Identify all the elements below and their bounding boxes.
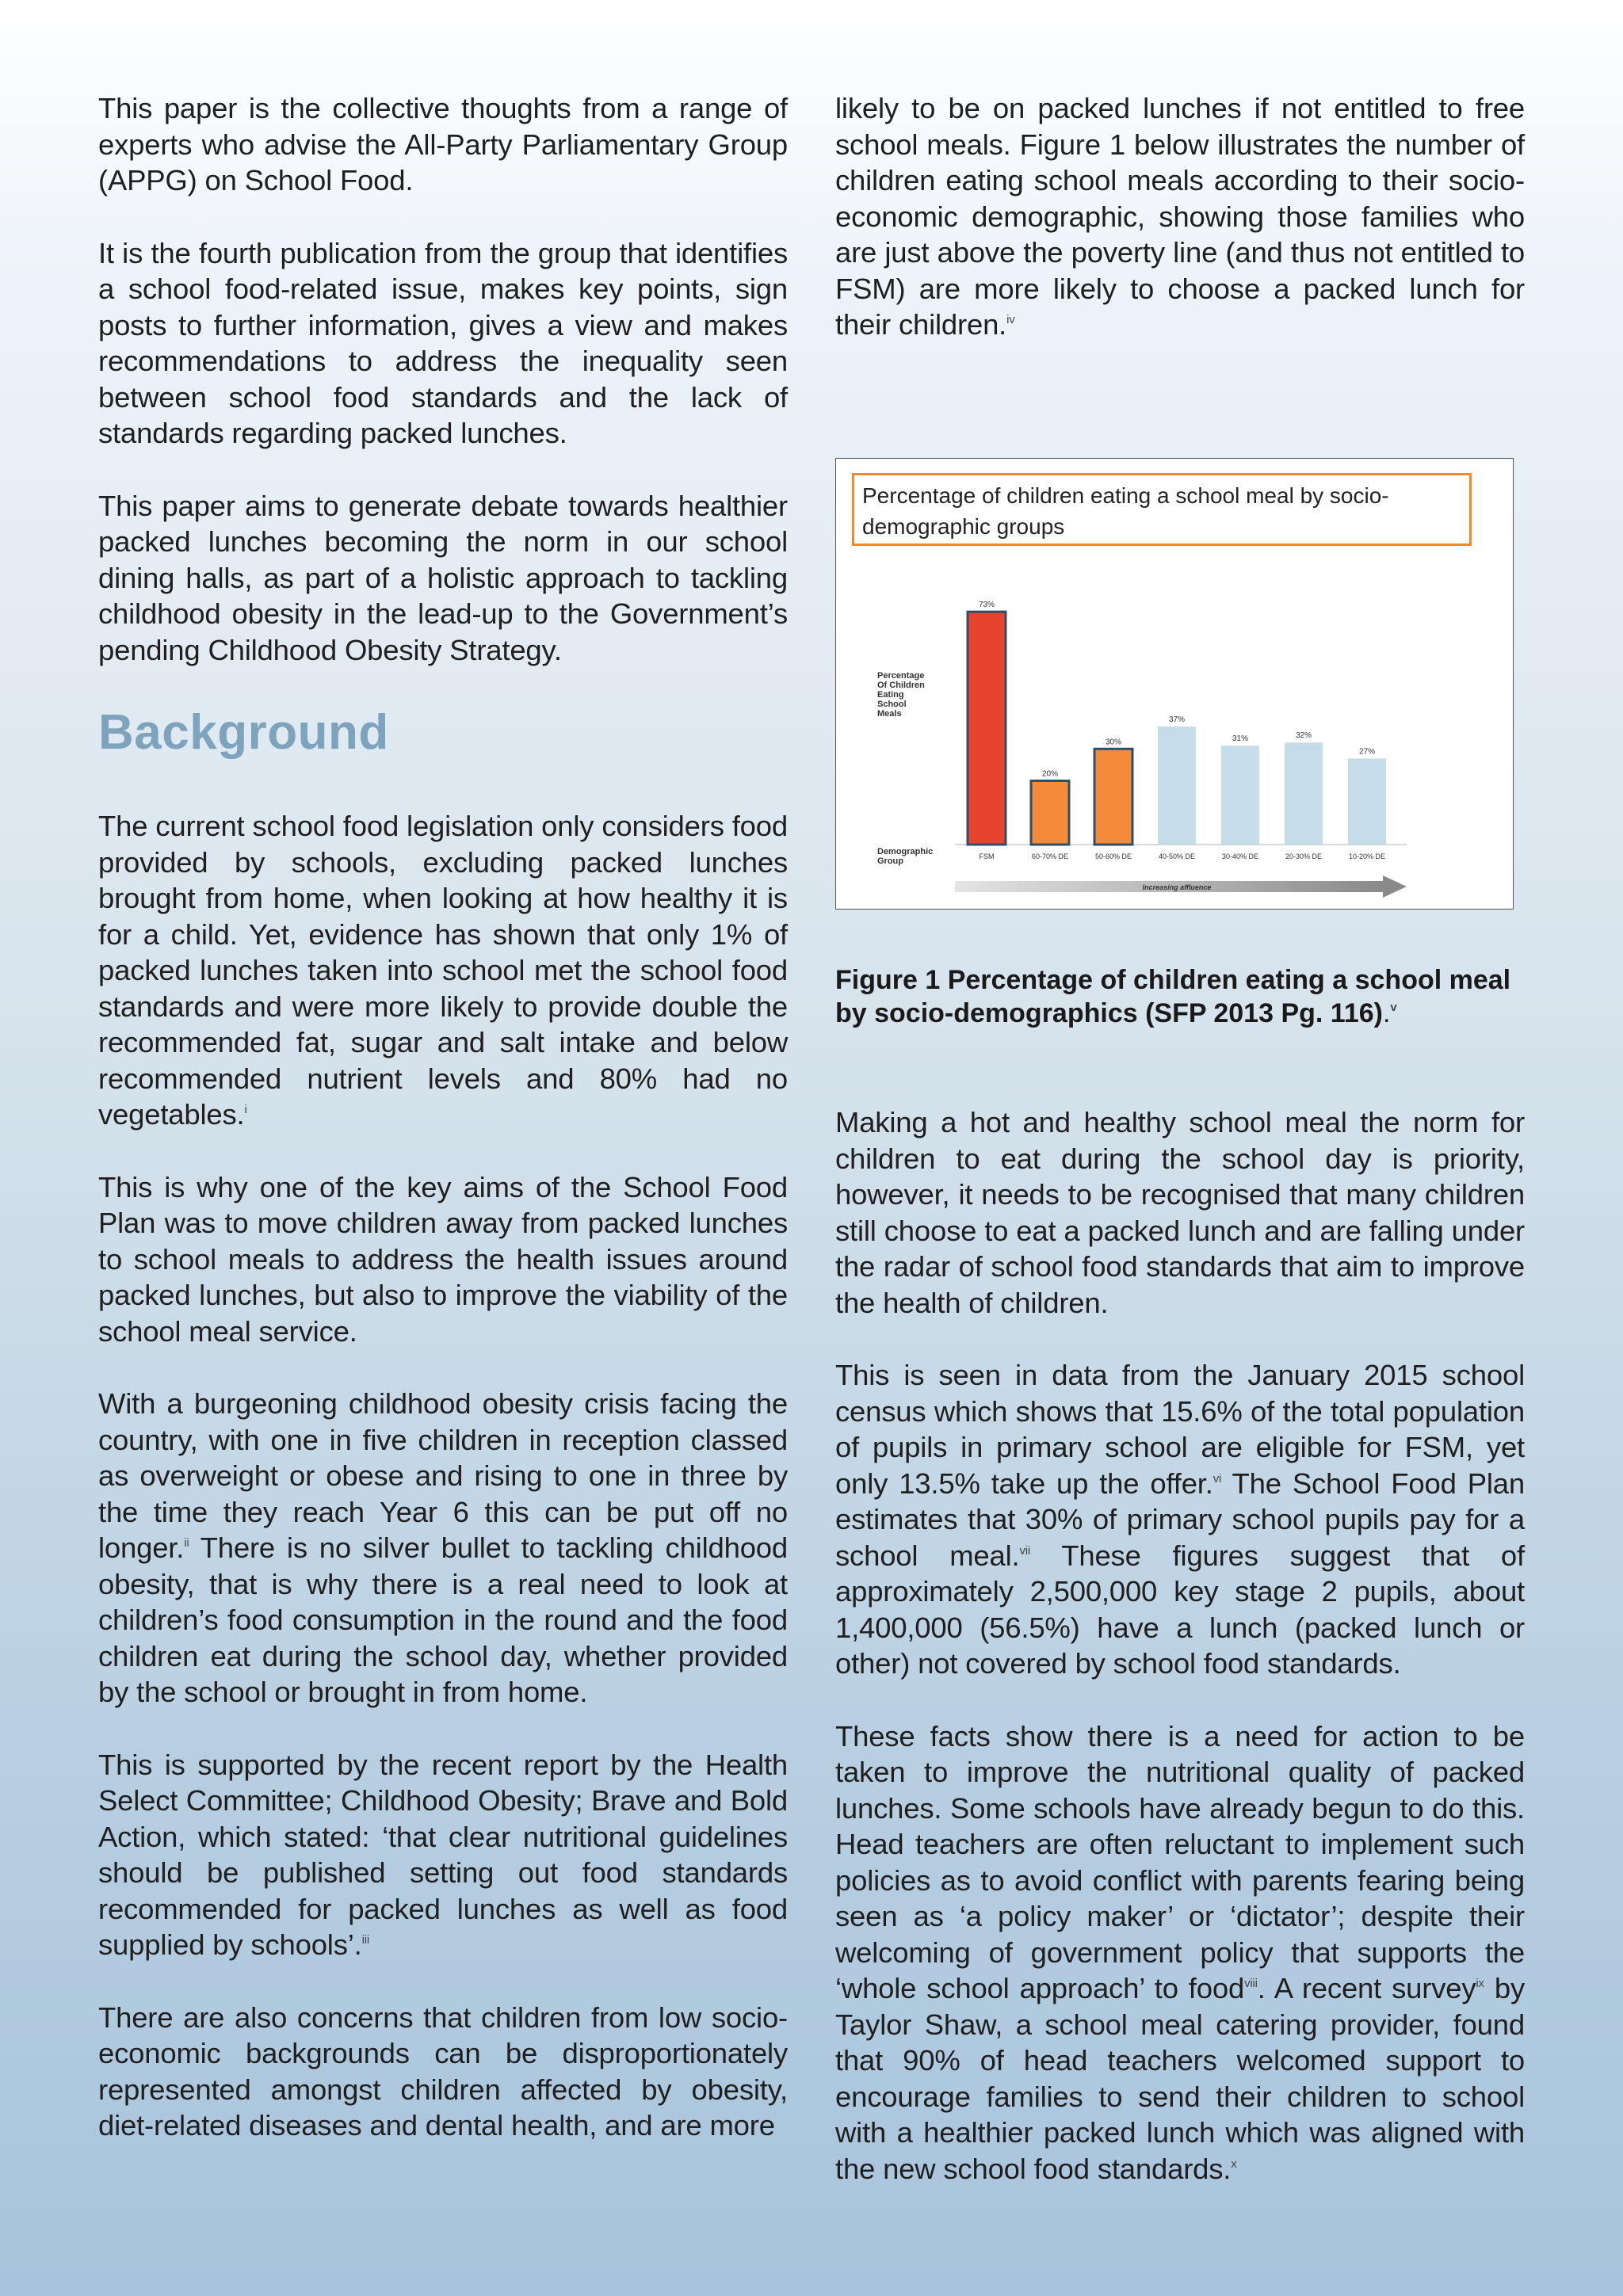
bar-value-label: 30% [1105, 738, 1122, 747]
figure-1-chart [835, 458, 1514, 910]
intro-paragraph-2: It is the fourth publication from the group that identifies a school food-related issue, makes key points, sign posts to further information, gives a view and makes recommendations to address the inequality seen between school food standards and the lack of standards regarding packed lunches. [98, 236, 788, 449]
footnote-ref: viii [1244, 1977, 1258, 1990]
footnote-ref: vii [1019, 1543, 1031, 1558]
footnote-ref: ix [1476, 1977, 1484, 1990]
x-tick-label: FSM [979, 852, 995, 860]
bars-group [968, 601, 1386, 860]
footnote-ref: vi [1212, 1471, 1222, 1486]
bar-10-20-de [1348, 758, 1386, 845]
bar-value-label: 37% [1168, 715, 1186, 725]
y-axis-label: Percentage Of Children Eating School Meals [877, 671, 925, 719]
bar-value-label: 31% [1232, 734, 1249, 744]
x-tick-label: 50-60% DE [1094, 852, 1132, 860]
arrow-label: Increasing affluence [1142, 883, 1212, 891]
footnote-ref: ii [184, 1536, 189, 1550]
figure-caption [835, 963, 1525, 1030]
intro-paragraph-3: This paper aims to generate debate towards healthier packed lunches becoming the norm in our school dining halls, as part of a holistic approach to tackling childhood obesity in the lead-up to the Government’s pending Childhood Obesity Strategy. [98, 489, 788, 666]
background-paragraph-5: There are also concerns that children from low socio-economic backgrounds can be disproportionately represented amongst children affected by obesity, diet-related diseases and dental health, and are more [98, 2000, 788, 2142]
bar-60-70-de [1031, 781, 1069, 845]
background-heading: Background [98, 705, 389, 760]
right-column-bottom [835, 1104, 1525, 2223]
right-paragraph-3-text-c: These figures suggest that of approximately 2,500,000 key stage 2 pupils, about 1,400,000 (56.5%) have a lunch (packed lunch or other) not covered by school food standards. [835, 1539, 1525, 1680]
x-tick-label: 30-40% DE [1221, 852, 1259, 860]
bar-value-label: 27% [1358, 747, 1376, 757]
right-column-top [835, 90, 1525, 379]
intro-paragraph-1: This paper is the collective thoughts from a range of experts who advise the All-Party Parliamentary Group (APPG) on School Food. [98, 92, 788, 196]
chart-title: Percentage of children eating a school meal by socio-demographic groups [852, 473, 1472, 546]
bar-value-label: 73% [978, 601, 995, 610]
background-paragraph-3-text-b: There is no silver bullet to tackling childhood obesity, that is why there is a real need to look at children’s food consumption in the round and the food children eat during the school day, whether provided by the school or brought in from home. [98, 1531, 788, 1708]
x-tick-label: 40-50% DE [1158, 852, 1196, 860]
caption-text: Figure 1 Percentage of children eating a school meal by socio-demographics (SFP 2013 Pg. 116) [835, 965, 1511, 1028]
caption-period: . [1382, 998, 1391, 1028]
right-paragraph-4-text-c: by Taylor Shaw, a school meal catering provider, found that 90% of head teachers welcomed support to encourage families to send their children to school with a healthier packed lunch which was aligned with the new school food standards. [835, 1972, 1526, 2185]
background-paragraph-2: This is why one of the key aims of the School Food Plan was to move children away from packed lunches to school meals to address the health issues around packed lunches, but also to improve the viability of the school meal service. [98, 1170, 788, 1348]
x-axis-label: Demographic Group [877, 847, 934, 866]
chart-plot [836, 459, 1514, 910]
x-tick-label: 20-30% DE [1285, 852, 1323, 860]
right-paragraph-3-text-a: This is seen in data from the January 2015 school census which shows that 15.6% of the total population of pupils in primary school are eligible for FSM, yet only 13.5% take up the offer. [835, 1359, 1525, 1500]
x-tick-label: 60-70% DE [1031, 852, 1069, 860]
right-paragraph-4-text-b: . A recent survey [1257, 1972, 1476, 2004]
background-paragraph-3-text-a: With a burgeoning childhood obesity crisis facing the country, with one in five children in reception classed as overweight or obese and rising to one in three by the time they reach Year 6 this can be put off no longer. [98, 1387, 788, 1564]
background-paragraph-1 [98, 808, 788, 1133]
right-paragraph-2: Making a hot and healthy school meal the norm for children to eat during the school day is priority, however, it needs to be recognised that many children still choose to eat a packed lunch and are falling under the radar of school food standards that aim to improve the health of children. [835, 1106, 1525, 1319]
bar-fsm [968, 612, 1006, 845]
bar-50-60-de [1094, 749, 1132, 845]
right-paragraph-1-text: likely to be on packed lunches if not entitled to free school meals. Figure 1 below illustrates the number of children eating school meals according to their socio-economic demographic, showing those families who are just above the poverty line (and thus not entitled to FSM) are more likely to choose a packed lunch for their children. [835, 92, 1525, 341]
background-paragraph-4 [98, 1747, 788, 1963]
footnote-ref: iii [361, 1933, 370, 1947]
bar-40-50-de [1158, 727, 1196, 845]
background-paragraph-3 [98, 1386, 788, 1711]
right-paragraph-3 [835, 1357, 1525, 1682]
right-paragraph-3-text-b: The School Food Plan estimates that 30% of primary school pupils pay for a school meal. [835, 1466, 1525, 1572]
bar-30-40-de [1221, 746, 1259, 845]
footnote-ref: x [1231, 2157, 1237, 2171]
background-paragraph-1-text: The current school food legislation only considers food provided by schools, excluding packed lunches brought from home, when looking at how healthy it is for a child. Yet, evidence has shown that only 1% of packed lunches taken into school met the school food standards and were more likely to provide double the recommended fat, sugar and salt intake and below recommended nutrient levels and 80% had no vegetables. [98, 810, 788, 1131]
arrow-head [1383, 875, 1407, 898]
bar-value-label: 20% [1041, 769, 1059, 779]
bar-20-30-de [1285, 742, 1323, 845]
x-tick-label: 10-20% DE [1348, 852, 1386, 860]
footnote-ref: iv [1006, 313, 1015, 326]
affluence-arrow [955, 875, 1407, 898]
right-paragraph-4-text-a: These facts show there is a need for action to be taken to improve the nutritional quality of packed lunches. Some schools have already begun to do this. Head teachers are often reluctant to implement such policies as to avoid conflict with parents fearing being seen as ‘a policy maker’ or ‘dictator’; despite their welcoming of government policy that supports the ‘whole school approach’ to food [835, 1719, 1525, 2004]
footnote-ref: v [1390, 1001, 1397, 1014]
left-column [98, 90, 788, 2180]
background-paragraph-4-text: This is supported by the recent report by the Health Select Committee; Childhood Obesity; Brave and Bold Action, which stated: ‘that clear nutritional guidelines should be published setting out food standards recommended for packed lunches as well as food supplied by schools’. [98, 1748, 788, 1961]
right-paragraph-4 [835, 1718, 1525, 2187]
bar-value-label: 32% [1295, 731, 1312, 741]
right-paragraph-1 [835, 90, 1525, 343]
footnote-ref: i [244, 1103, 247, 1116]
